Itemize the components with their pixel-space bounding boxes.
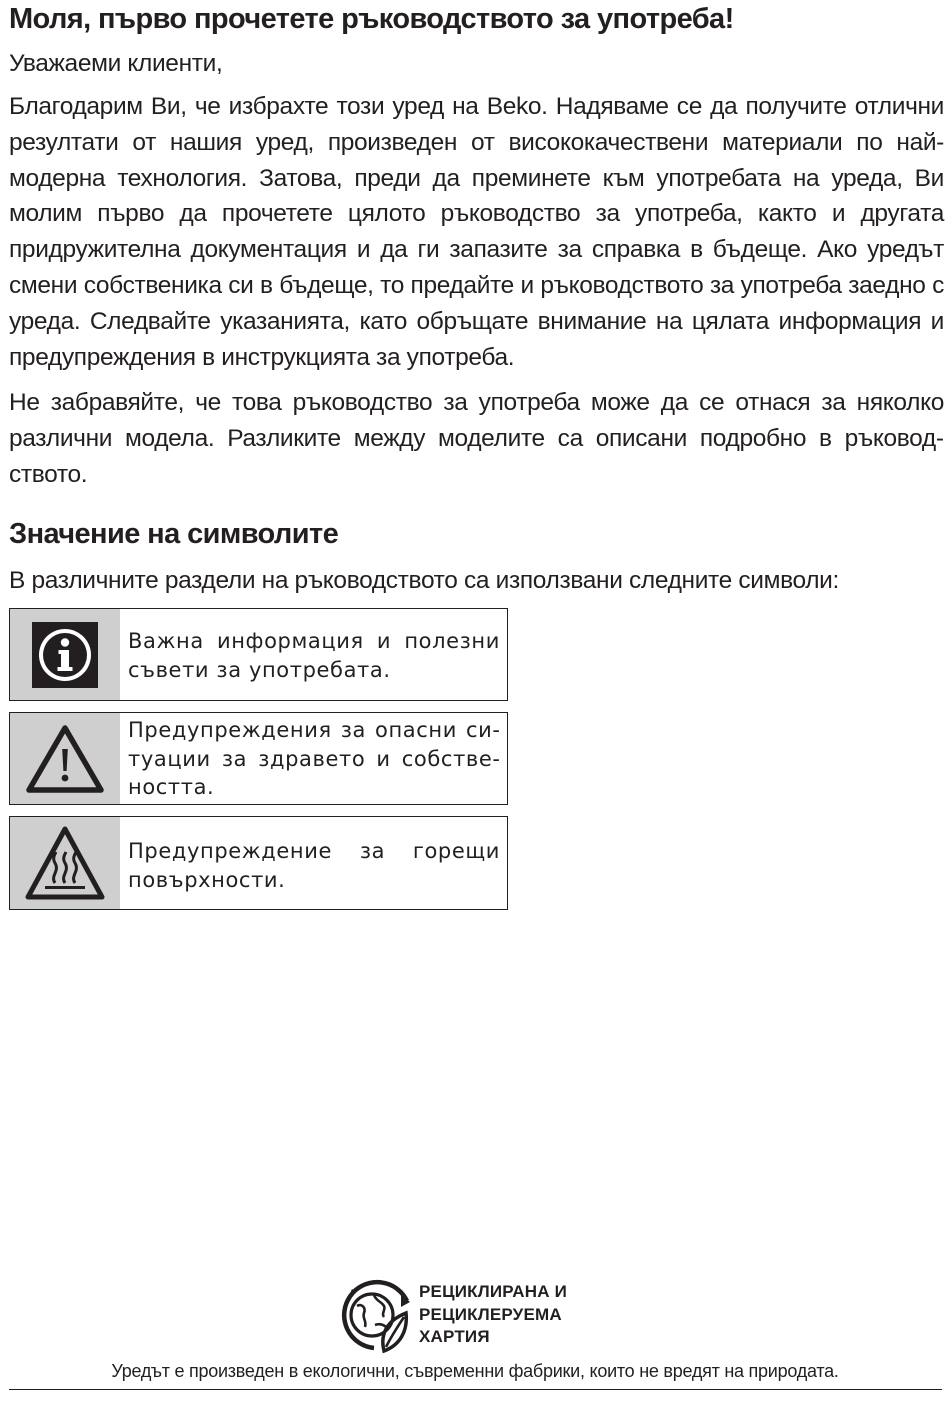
recycling-label: РЕЦИКЛИРАНА И РЕЦИКЛЕРУЕМА ХАРТИЯ [419, 1282, 568, 1346]
symbols-intro: В различните раздели на ръководството са използвани следните символи: [9, 567, 839, 594]
symbol-icon-cell [10, 817, 120, 909]
models-paragraph: Не забравяйте, че това ръководство за употреба може да се отнася за няколко различни модела. Разликите между моделите са описани подробно в ръководството. [9, 389, 944, 488]
symbol-description: Предупреждение за горещи повърхности. [128, 839, 500, 892]
symbol-icon-cell [10, 713, 120, 804]
symbols-heading: Значение на символите [9, 518, 339, 550]
greeting: Уважаеми клиенти, [9, 50, 223, 77]
info-icon [32, 622, 98, 688]
recycled-paper-icon [340, 1275, 414, 1355]
footer-note: Уредът е произведен в екологични, съвременни фабрики, които не вредят на природата. [111, 1361, 839, 1381]
hot-surface-icon [25, 825, 105, 901]
symbol-row-warning [9, 712, 508, 805]
symbol-description: Предупреждения за опасни ситуации за здравето и собствеността. [128, 718, 500, 799]
footer-divider [9, 1389, 942, 1390]
symbol-icon-cell [10, 609, 120, 700]
intro-paragraph: Благодарим Ви, че избрахте този уред на Beko. Надяваме се да получите отлични резултати от нашия уред, произведен от висококачествени материали по най-модерна технология. Затова, преди да преминете към употребата на уреда, Ви молим първо да прочетете цялото ръководство за употреба, както и другата придружителна документация и да ги запазите за справка в бъдеще. Ако уредът смени собственика си в бъдеще, то предайте и ръководството за употреба заедно с уреда. Следвайте указанията, като обръщате внимание на цялата информация и предупреждения в инструкцията за употреба. [9, 93, 944, 371]
symbol-row-hot-surface [9, 816, 508, 910]
warning-icon [25, 724, 105, 794]
symbol-description: Важна информация и полезни съвети за употребата. [128, 629, 500, 682]
symbol-row-info [9, 608, 508, 701]
page-title: Моля, първо прочетете ръководството за употреба! [9, 3, 734, 35]
